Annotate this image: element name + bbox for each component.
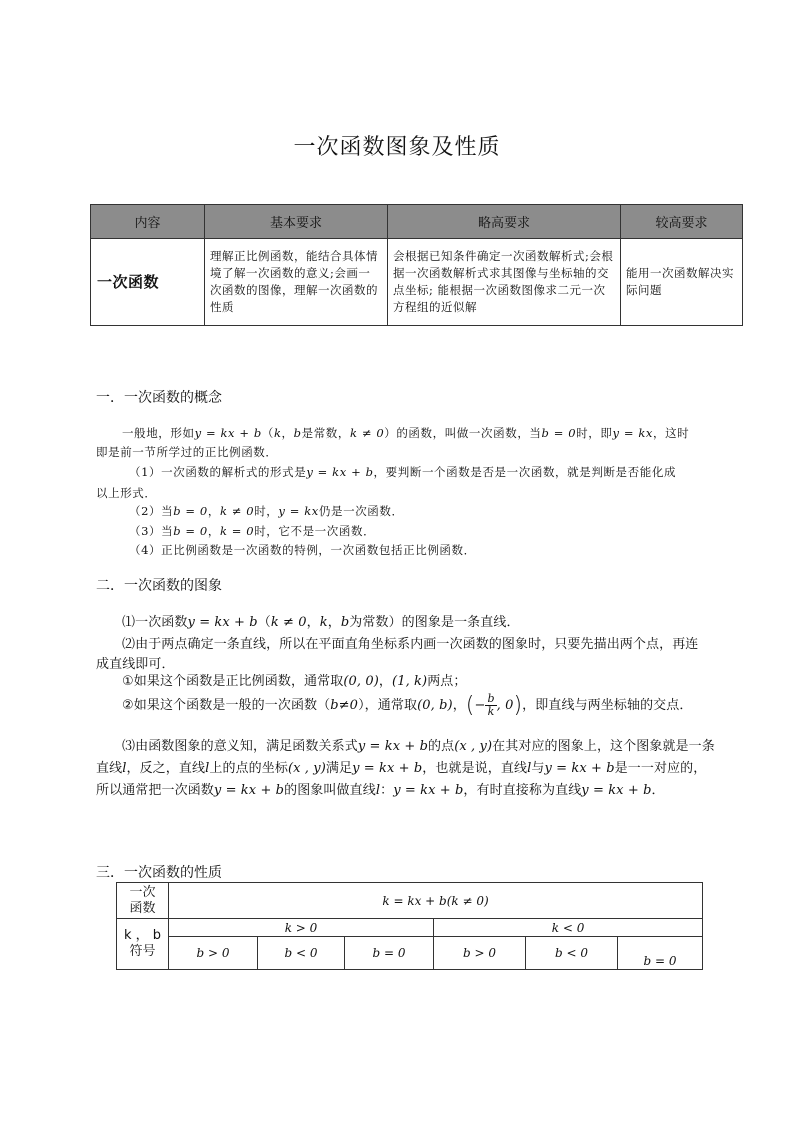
concept-paragraph-line2: 即是前一节所学过的正比例函数．: [96, 445, 278, 459]
b-cell: b < 0: [258, 937, 345, 970]
section1-heading: 一．一次函数的概念: [96, 390, 222, 406]
category-cell: 一次函数: [91, 239, 205, 326]
b-cell: b > 0: [434, 937, 526, 970]
requirements-table: [90, 204, 743, 326]
properties-row-k: [117, 919, 703, 937]
graph-line-2b: 成直线即可．: [96, 657, 175, 672]
concept-item-2: （2）当b = 0，k ≠ 0时，y = kx仍是一次函数．: [129, 504, 404, 518]
concept-paragraph: 一般地，形如y = kx + b（k，b是常数，k ≠ 0）的函数，叫做一次函数，当b = 0时，即y = kx，这时: [122, 426, 690, 440]
graph-line-1: ⑴一次函数y = kx + b（k ≠ 0，k，b为常数）的图象是一条直线．: [122, 615, 520, 630]
k-positive-header: k > 0: [169, 919, 434, 937]
section2-heading: 二．一次函数的图象: [96, 578, 222, 594]
basic-requirement-cell: 理解正比例函数，能结合具体情境了解一次函数的意义;会画一次函数的图像，理解一次函数的性质: [205, 239, 388, 326]
concept-item-1: （1）一次函数的解析式的形式是y = kx + b，要判断一个函数是否是一次函数，就是判断是否能化成: [129, 465, 677, 479]
b-cell: b = 0: [618, 937, 703, 970]
fraction-b-over-k: $\frac{b}{k}$: [487, 692, 495, 718]
properties-row-b: [117, 937, 703, 970]
header-higher: 较高要求: [621, 205, 743, 239]
higher-requirement-cell: 能用一次函数解决实际问题: [621, 239, 743, 326]
graph-line-4: ②如果这个函数是一般的一次函数（b≠0），通常取(0, b)，(− $\frac{b}{k}$ , 0)，即直线与两坐标轴的交点．: [122, 692, 693, 718]
slightly-higher-requirement-cell: 会根据已知条件确定一次函数解析式;会根据一次函数解析式求其图像与坐标轴的交点坐标; 能根据一次函数图像求二元一次方程组的近似解: [388, 239, 621, 326]
graph-line-2: ⑵由于两点确定一条直线，所以在平面直角坐标系内画一次函数的图象时，只要先描出两个点，再连: [122, 637, 699, 652]
b-cell: b < 0: [526, 937, 618, 970]
b-cell: b = 0: [345, 937, 434, 970]
k-negative-header: k < 0: [434, 919, 703, 937]
graph-line-5: ⑶由函数图象的意义知，满足函数关系式y = kx + b的点(x , y)在其对应的图象上，这个图象就是一条: [122, 739, 715, 754]
graph-line-7: 所以通常把一次函数y = kx + b的图象叫做直线l：y = kx + b，有时直接称为直线y = kx + b．: [96, 783, 665, 798]
concept-item-4: （4）正比例函数是一次函数的特例，一次函数包括正比例函数．: [129, 543, 476, 557]
sign-label: k ， b 符号: [117, 919, 169, 970]
properties-table: [116, 882, 703, 970]
graph-line-3: ①如果这个函数是正比例函数，通常取(0, 0)，(1, k)两点；: [122, 674, 467, 689]
function-formula: k = kx + b(k ≠ 0): [169, 883, 703, 919]
requirements-header-row: [91, 205, 743, 239]
requirements-row: [91, 239, 743, 326]
header-basic: 基本要求: [205, 205, 388, 239]
function-label: 一次 函数: [117, 883, 169, 919]
graph-line-6: 直线l，反之，直线l上的点的坐标(x , y)满足y = kx + b，也就是说，直线l与y = kx + b是一一对应的，: [96, 761, 707, 776]
header-content: 内容: [91, 205, 205, 239]
concept-item-3: （3）当b = 0，k = 0时，它不是一次函数．: [129, 524, 376, 538]
section3-heading: 三．一次函数的性质: [96, 865, 222, 881]
header-slightly-higher: 略高要求: [388, 205, 621, 239]
concept-item-1-line2: 以上形式．: [96, 486, 157, 500]
b-cell: b > 0: [169, 937, 258, 970]
properties-row-function: [117, 883, 703, 919]
page-title: 一次函数图象及性质: [293, 135, 501, 160]
